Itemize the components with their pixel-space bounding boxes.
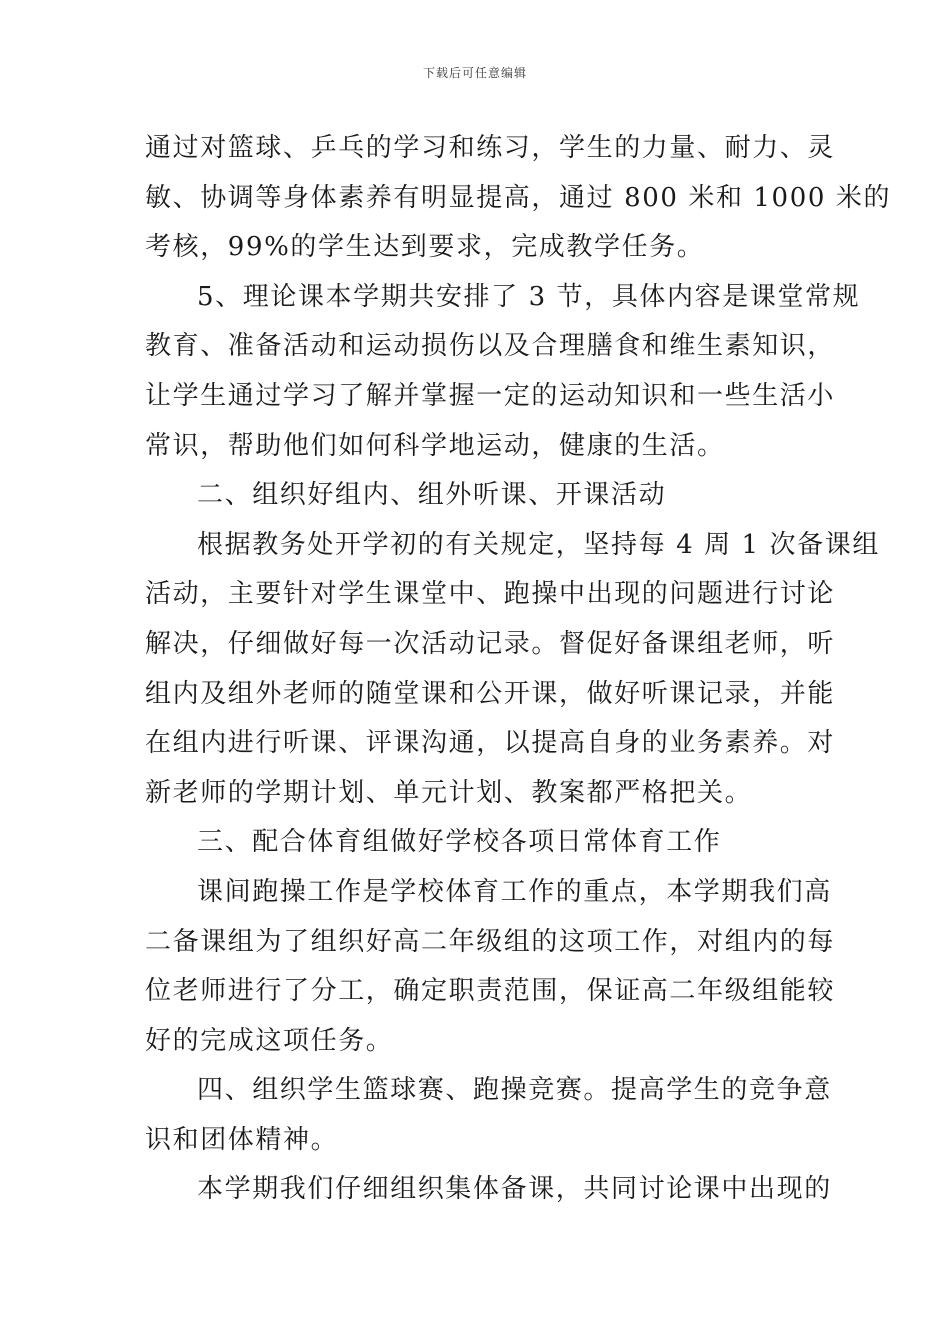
paragraph-5: [145, 1165, 832, 1215]
text-line: 二、组织好组内、组外听课、开课活动: [197, 480, 667, 511]
paragraph-2: [145, 273, 861, 471]
text-line: 三、配合体育组做好学校各项日常体育工作: [197, 827, 722, 858]
text-line: 识和团体精神。: [145, 1124, 339, 1155]
text-line: 课间跑操工作是学校体育工作的重点，本学期我们高: [197, 876, 832, 907]
page-header-note: 下载后可任意编辑: [422, 66, 527, 80]
paragraph-1: [145, 124, 892, 273]
text-line: 让学生通过学习了解并掌握一定的运动知识和一些生活小: [145, 380, 836, 411]
text-line: 敏、协调等身体素养有明显提高，通过 800 米和 1000 米的: [145, 182, 892, 213]
text-line: 在组内进行听课、评课沟通，以提高自身的业务素养。对: [145, 728, 836, 759]
text-line: 新老师的学期计划、单元计划、教案都严格把关。: [145, 777, 753, 808]
text-line: 四、组织学生篮球赛、跑操竞赛。提高学生的竞争意: [197, 1075, 832, 1106]
text-line: 好的完成这项任务。: [145, 1025, 394, 1056]
text-line: 通过对篮球、乒乓的学习和练习，学生的力量、耐力、灵: [145, 133, 836, 163]
text-line: 组内及组外老师的随堂课和公开课，做好听课记录，并能: [145, 678, 836, 709]
section-heading-2: [145, 471, 807, 521]
section-heading-3: [145, 818, 807, 868]
text-line: 解决，仔细做好每一次活动记录。督促好备课组老师，听: [145, 628, 836, 659]
document-body: [145, 124, 892, 1215]
text-line: 活动，主要针对学生课堂中、跑操中出现的问题进行讨论: [145, 579, 836, 610]
text-line: 教育、准备活动和运动损伤以及合理膳食和维生素知识，: [145, 331, 836, 362]
paragraph-3: [145, 521, 880, 819]
text-line: 常识，帮助他们如何科学地运动，健康的生活。: [145, 430, 725, 461]
text-line: 考核，99%的学生达到要求，完成教学任务。: [145, 232, 705, 263]
text-line: 5、理论课本学期共安排了 3 节，具体内容是课堂常规: [197, 281, 861, 312]
paragraph-4: [145, 868, 836, 1066]
text-line: 二备课组为了组织好高二年级组的这项工作，对组内的每: [145, 926, 836, 957]
text-line: 根据教务处开学初的有关规定，坚持每 4 周 1 次备课组: [197, 529, 880, 560]
text-line: 位老师进行了分工，确定职责范围，保证高二年级组能较: [145, 976, 836, 1007]
section-heading-4: [145, 1066, 832, 1165]
text-line: 本学期我们仔细组织集体备课，共同讨论课中出现的: [197, 1174, 832, 1205]
